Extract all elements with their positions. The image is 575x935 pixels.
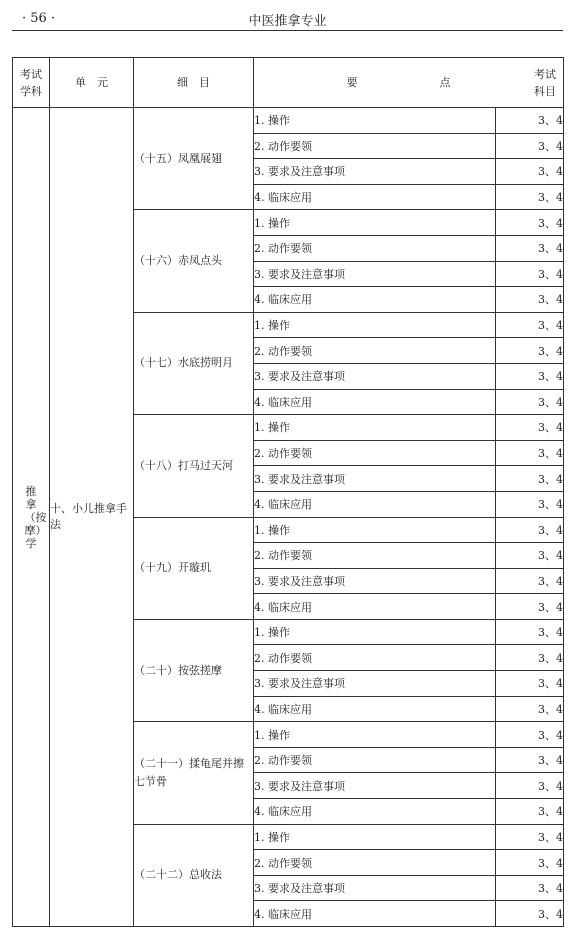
- exam-course-cell: 3、4: [496, 568, 564, 594]
- point-cell: 2. 动作要领: [254, 235, 496, 261]
- point-cell: 1. 操作: [254, 415, 496, 441]
- exam-course-cell: 3、4: [496, 133, 564, 159]
- item-cell: （十六）赤凤点头: [134, 210, 254, 312]
- point-cell: 4. 临床应用: [254, 696, 496, 722]
- point-cell: 2. 动作要领: [254, 747, 496, 773]
- point-cell: 1. 操作: [254, 312, 496, 338]
- subject-cell: [13, 108, 50, 927]
- exam-course-cell: 3、4: [496, 363, 564, 389]
- point-cell: 1. 操作: [254, 722, 496, 748]
- exam-course-cell: 3、4: [496, 645, 564, 671]
- point-cell: 4. 临床应用: [254, 491, 496, 517]
- point-cell: 4. 临床应用: [254, 901, 496, 927]
- exam-course-cell: 3、4: [496, 261, 564, 287]
- exam-course-cell: 3、4: [496, 671, 564, 697]
- point-cell: 1. 操作: [254, 824, 496, 850]
- header-exam-subject: 考试学科: [13, 58, 50, 108]
- point-cell: 2. 动作要领: [254, 133, 496, 159]
- exam-course-cell: 3、4: [496, 696, 564, 722]
- exam-course-cell: 3、4: [496, 415, 564, 441]
- exam-course-cell: 3、4: [496, 108, 564, 134]
- exam-course-cell: 3、4: [496, 184, 564, 210]
- item-cell: （二十一）揉龟尾并擦七节骨: [134, 722, 254, 824]
- item-cell: （十八）打马过天河: [134, 415, 254, 517]
- table-row: [13, 108, 564, 134]
- exam-course-cell: 3、4: [496, 491, 564, 517]
- syllabus-table: [12, 57, 564, 927]
- point-cell: 3. 要求及注意事项: [254, 568, 496, 594]
- exam-course-cell: 3、4: [496, 312, 564, 338]
- item-cell: （十五）凤凰展翅: [134, 108, 254, 210]
- exam-course-cell: 3、4: [496, 338, 564, 364]
- exam-course-cell: 3、4: [496, 619, 564, 645]
- header-points: [254, 58, 564, 108]
- exam-course-cell: 3、4: [496, 543, 564, 569]
- exam-course-cell: 3、4: [496, 159, 564, 185]
- exam-course-cell: 3、4: [496, 722, 564, 748]
- point-cell: 1. 操作: [254, 619, 496, 645]
- unit-cell: 十、小儿推拿手法: [50, 108, 134, 927]
- point-cell: 2. 动作要领: [254, 338, 496, 364]
- running-title: 中医推拿专业: [248, 14, 327, 29]
- point-cell: 3. 要求及注意事项: [254, 875, 496, 901]
- exam-course-cell: 3、4: [496, 235, 564, 261]
- point-cell: 3. 要求及注意事项: [254, 466, 496, 492]
- point-cell: 2. 动作要领: [254, 645, 496, 671]
- point-cell: 4. 临床应用: [254, 184, 496, 210]
- item-cell: （二十二）总收法: [134, 824, 254, 926]
- point-cell: 1. 操作: [254, 517, 496, 543]
- exam-course-cell: 3、4: [496, 824, 564, 850]
- point-cell: 1. 操作: [254, 108, 496, 134]
- point-cell: 3. 要求及注意事项: [254, 159, 496, 185]
- exam-course-cell: 3、4: [496, 389, 564, 415]
- point-cell: 2. 动作要领: [254, 440, 496, 466]
- point-cell: 4. 临床应用: [254, 594, 496, 620]
- exam-course-cell: 3、4: [496, 517, 564, 543]
- subject-name: 推拿（按摩）学: [24, 484, 47, 550]
- exam-course-cell: 3、4: [496, 287, 564, 313]
- item-cell: （十九）开璇玑: [134, 517, 254, 619]
- exam-course-cell: 3、4: [496, 747, 564, 773]
- point-cell: 4. 临床应用: [254, 389, 496, 415]
- point-cell: 3. 要求及注意事项: [254, 773, 496, 799]
- exam-course-cell: 3、4: [496, 850, 564, 876]
- exam-course-cell: 3、4: [496, 594, 564, 620]
- header-exam-course: 考试科目: [534, 67, 556, 98]
- exam-course-cell: 3、4: [496, 901, 564, 927]
- page-header: [12, 6, 563, 31]
- exam-course-cell: 3、4: [496, 799, 564, 825]
- exam-course-cell: 3、4: [496, 773, 564, 799]
- header-unit: 单 元: [50, 58, 134, 108]
- exam-course-cell: 3、4: [496, 466, 564, 492]
- point-cell: 3. 要求及注意事项: [254, 363, 496, 389]
- point-cell: 3. 要求及注意事项: [254, 261, 496, 287]
- point-cell: 2. 动作要领: [254, 543, 496, 569]
- exam-course-cell: 3、4: [496, 875, 564, 901]
- point-cell: 4. 临床应用: [254, 799, 496, 825]
- item-cell: （十七）水底捞明月: [134, 312, 254, 414]
- exam-course-cell: 3、4: [496, 210, 564, 236]
- table-body: [13, 108, 564, 927]
- header-points-label: 要 点: [346, 76, 471, 89]
- table-header-row: [13, 58, 564, 108]
- page-number: · 56 ·: [22, 11, 56, 26]
- point-cell: 4. 临床应用: [254, 287, 496, 313]
- point-cell: 1. 操作: [254, 210, 496, 236]
- header-item: 细 目: [134, 58, 254, 108]
- item-cell: （二十）按弦搓摩: [134, 619, 254, 721]
- point-cell: 3. 要求及注意事项: [254, 671, 496, 697]
- point-cell: 2. 动作要领: [254, 850, 496, 876]
- exam-course-cell: 3、4: [496, 440, 564, 466]
